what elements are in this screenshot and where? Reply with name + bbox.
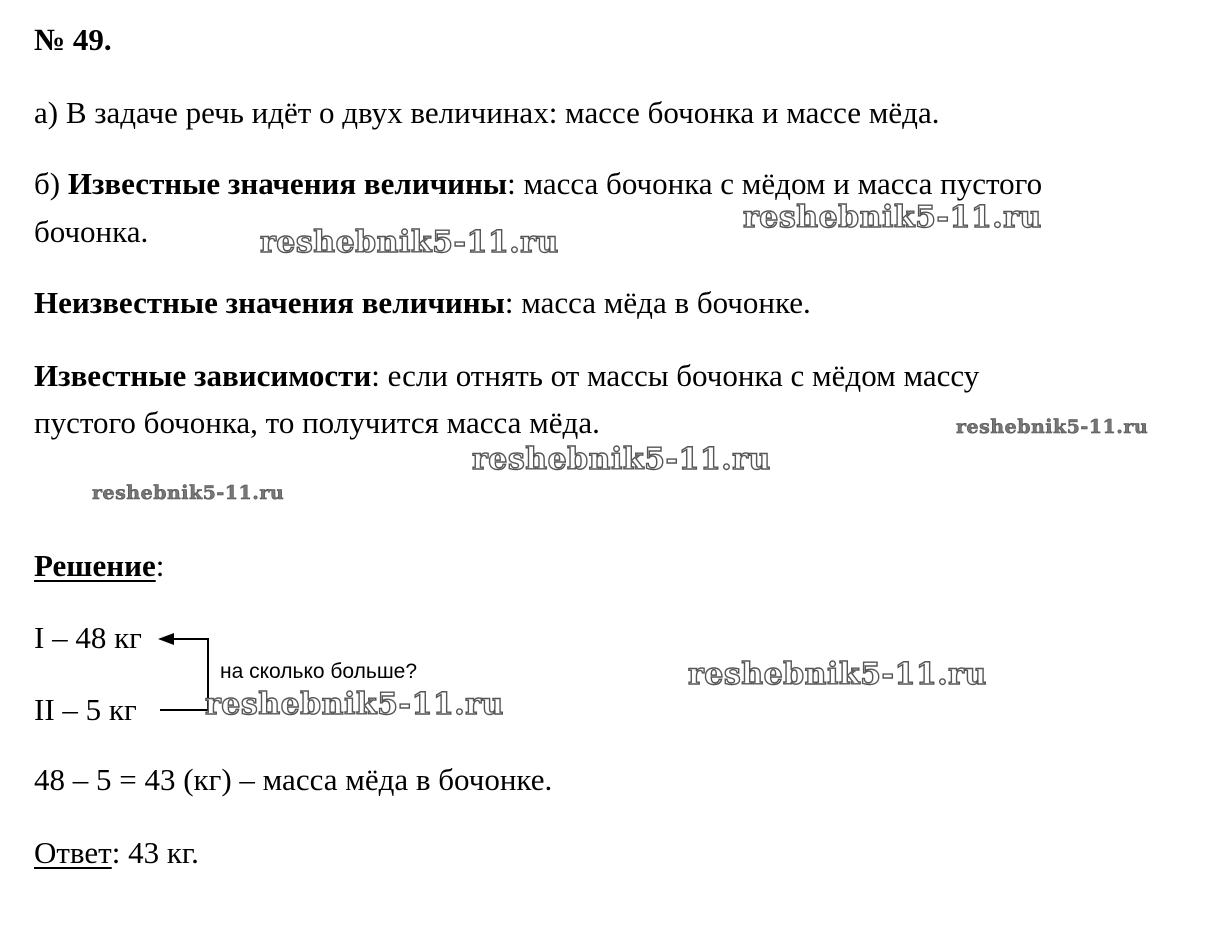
solution-colon: : bbox=[155, 548, 165, 583]
comparison-arrow-path bbox=[160, 639, 208, 710]
solution-row-2: II – 5 кг bbox=[34, 692, 137, 727]
comparison-arrow-head bbox=[158, 633, 174, 645]
watermark: reshebnik5-11.ru bbox=[92, 482, 285, 504]
unknown-label: Неизвестные значения величины bbox=[34, 285, 505, 320]
unknown-text: : масса мёда в бочонке. bbox=[504, 285, 811, 320]
answer-label: Ответ bbox=[34, 835, 112, 870]
watermark: reshebnik5-11.ru bbox=[260, 225, 559, 260]
part-b-text: : масса бочонка с мёдом и масса пустого bbox=[507, 166, 1043, 201]
solution-row-1: I – 48 кг bbox=[34, 620, 142, 655]
answer-text: : 43 кг. bbox=[111, 835, 199, 870]
dependencies-label: Известные зависимости bbox=[34, 358, 372, 393]
problem-number: № 49. bbox=[34, 22, 112, 57]
answer-line bbox=[34, 835, 199, 871]
part-b-line2: бочонка. bbox=[34, 214, 149, 249]
dependencies-line2: пустого бочонка, то получится масса мёда. bbox=[34, 405, 600, 440]
dependencies-text: : если отнять от массы бочонка с мёдом массу bbox=[371, 358, 980, 393]
watermark: reshebnik5-11.ru bbox=[743, 200, 1042, 235]
part-b-prefix: б) bbox=[34, 166, 68, 201]
watermark: reshebnik5-11.ru bbox=[688, 657, 987, 692]
watermark: reshebnik5-11.ru bbox=[205, 687, 504, 722]
solution-label: Решение bbox=[34, 548, 156, 583]
part-a-text: а) В задаче речь идёт о двух величинах: массе бочонка и массе мёда. bbox=[34, 95, 940, 130]
arrow-label: на сколько больше? bbox=[220, 660, 418, 683]
part-b-label: Известные значения величины bbox=[67, 166, 508, 201]
watermark: reshebnik5-11.ru bbox=[956, 416, 1149, 438]
equation: 48 – 5 = 43 (кг) – масса мёда в бочонке. bbox=[34, 762, 553, 797]
watermark: reshebnik5-11.ru bbox=[472, 442, 771, 477]
